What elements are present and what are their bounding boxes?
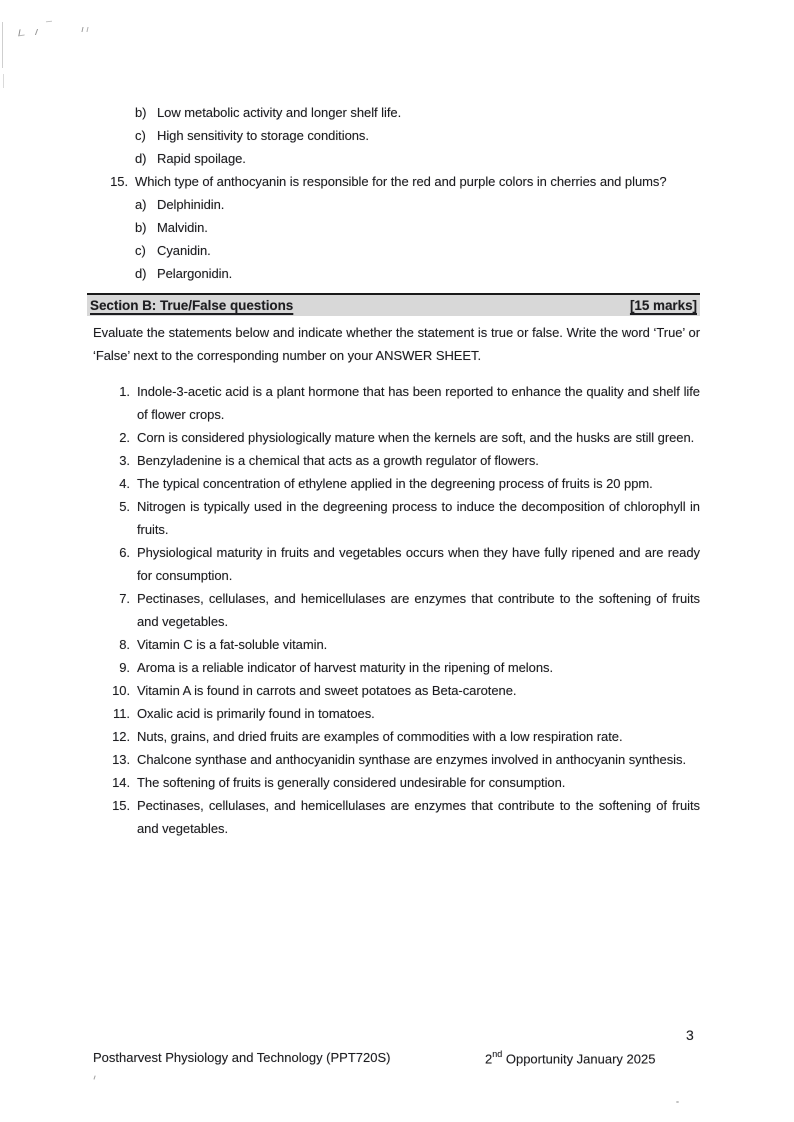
option-text: Malvidin.: [157, 220, 208, 235]
statement-number: 12.: [112, 729, 130, 744]
footer-opportunity-prefix: 2: [485, 1051, 493, 1067]
truefalse-statement-list: [93, 380, 700, 840]
statement-row: [93, 794, 700, 840]
statement-number: 6.: [119, 545, 130, 560]
option-row: [135, 124, 700, 147]
statement-text: Physiological maturity in fruits and vegetables occurs when they have fully ripened and are ready for consumption.: [137, 545, 700, 583]
statement-number: 9.: [119, 660, 130, 675]
statement-number: 4.: [119, 476, 130, 491]
statement-text: Benzyladenine is a chemical that acts as a growth regulator of flowers.: [137, 453, 539, 468]
section-b-title: Section B: True/False questions: [90, 298, 294, 313]
scan-mark: [81, 27, 88, 32]
statement-row: [93, 702, 700, 725]
statement-number: 11.: [113, 706, 130, 721]
option-text: Delphinidin.: [157, 197, 225, 212]
option-row: [135, 101, 700, 124]
statement-text: Chalcone synthase and anthocyanidin synthase are enzymes involved in anthocyanin synthesis.: [137, 752, 687, 767]
option-label: b): [135, 220, 147, 235]
option-row: [135, 147, 700, 170]
footer-course-title: Postharvest Physiology and Technology (PPT720S): [93, 1050, 391, 1065]
statement-number: 2.: [119, 430, 130, 445]
question-row: [93, 170, 700, 193]
option-row: [135, 239, 700, 262]
mcq-question-15: [93, 170, 700, 285]
page-number: 3: [686, 1027, 694, 1043]
scan-mark: [2, 22, 3, 68]
scan-mark: [676, 1101, 679, 1103]
statement-text: The softening of fruits is generally considered undesirable for consumption.: [137, 775, 566, 790]
option-row: [135, 262, 700, 285]
statement-row: [93, 771, 700, 794]
option-row: [135, 193, 700, 216]
statement-text: Corn is considered physiologically mature when the kernels are soft, and the husks are still green.: [137, 430, 695, 445]
footer-opportunity-rest: Opportunity January 2025: [502, 1051, 656, 1067]
option-label: c): [135, 128, 146, 143]
statement-row: [93, 380, 700, 426]
statement-text: Vitamin A is found in carrots and sweet potatoes as Beta-carotene.: [137, 683, 517, 698]
option-row: [135, 216, 700, 239]
statement-row: [93, 449, 700, 472]
mcq-tail-options: [93, 101, 700, 170]
statement-number: 3.: [119, 453, 130, 468]
statement-number: 5.: [119, 499, 130, 514]
section-b-marks: [15 marks]: [629, 298, 697, 313]
scan-mark: [46, 21, 52, 23]
footer-opportunity-ordinal: nd: [492, 1049, 503, 1059]
option-label: a): [135, 197, 147, 212]
statement-row: [93, 633, 700, 656]
option-label: d): [135, 151, 147, 166]
question-text: Which type of anthocyanin is responsible for the red and purple colors in cherries and plums?: [135, 174, 667, 189]
option-text: High sensitivity to storage conditions.: [157, 128, 369, 143]
scan-mark: [3, 74, 4, 88]
statement-text: The typical concentration of ethylene applied in the degreening process of fruits is 20 ppm.: [137, 476, 653, 491]
option-label: c): [135, 243, 146, 258]
question-number: 15.: [110, 174, 128, 189]
footer-opportunity: [485, 1050, 655, 1066]
option-text: Pelargonidin.: [157, 266, 233, 281]
statement-number: 7.: [119, 591, 130, 606]
section-b-instructions: Evaluate the statements below and indicate whether the statement is true or false. Write the word ‘True’ or ‘False’ next to the corresponding number on your ANSWER SHEET.: [93, 325, 700, 363]
statement-number: 8.: [119, 637, 130, 652]
statement-text: Vitamin C is a fat-soluble vitamin.: [137, 637, 328, 652]
statement-text: Nitrogen is typically used in the degreening process to induce the decomposition of chlorophyll in fruits.: [137, 499, 700, 537]
option-label: b): [135, 105, 147, 120]
statement-text: Indole-3-acetic acid is a plant hormone that has been reported to enhance the quality and shelf life of flower crops.: [137, 384, 700, 422]
statement-text: Oxalic acid is primarily found in tomatoes.: [137, 706, 375, 721]
statement-text: Pectinases, cellulases, and hemicellulases are enzymes that contribute to the softening of fruits and vegetables.: [137, 798, 700, 836]
statement-row: [93, 679, 700, 702]
page-body: [90, 101, 700, 840]
statement-text: Pectinases, cellulases, and hemicellulases are enzymes that contribute to the softening of fruits and vegetables.: [137, 591, 700, 629]
statement-row: [93, 541, 700, 587]
statement-row: [93, 587, 700, 633]
statement-row: [93, 748, 700, 771]
section-b-header: [87, 293, 700, 316]
statement-row: [93, 472, 700, 495]
option-text: Rapid spoilage.: [157, 151, 246, 166]
statement-number: 14.: [112, 775, 130, 790]
statement-row: [93, 725, 700, 748]
option-text: Cyanidin.: [157, 243, 211, 258]
statement-number: 1.: [119, 384, 130, 399]
option-label: d): [135, 266, 147, 281]
scan-mark: [93, 1075, 98, 1080]
statement-text: Aroma is a reliable indicator of harvest maturity in the ripening of melons.: [137, 660, 554, 675]
statement-row: [93, 656, 700, 679]
statement-number: 13.: [112, 752, 130, 767]
statement-row: [93, 426, 700, 449]
statement-row: [93, 495, 700, 541]
statement-number: 10.: [112, 683, 130, 698]
statement-text: Nuts, grains, and dried fruits are examples of commodities with a low respiration rate.: [137, 729, 623, 744]
option-text: Low metabolic activity and longer shelf life.: [157, 105, 402, 120]
scan-mark: [18, 29, 25, 37]
scan-mark: [35, 29, 42, 35]
statement-number: 15.: [112, 798, 130, 813]
